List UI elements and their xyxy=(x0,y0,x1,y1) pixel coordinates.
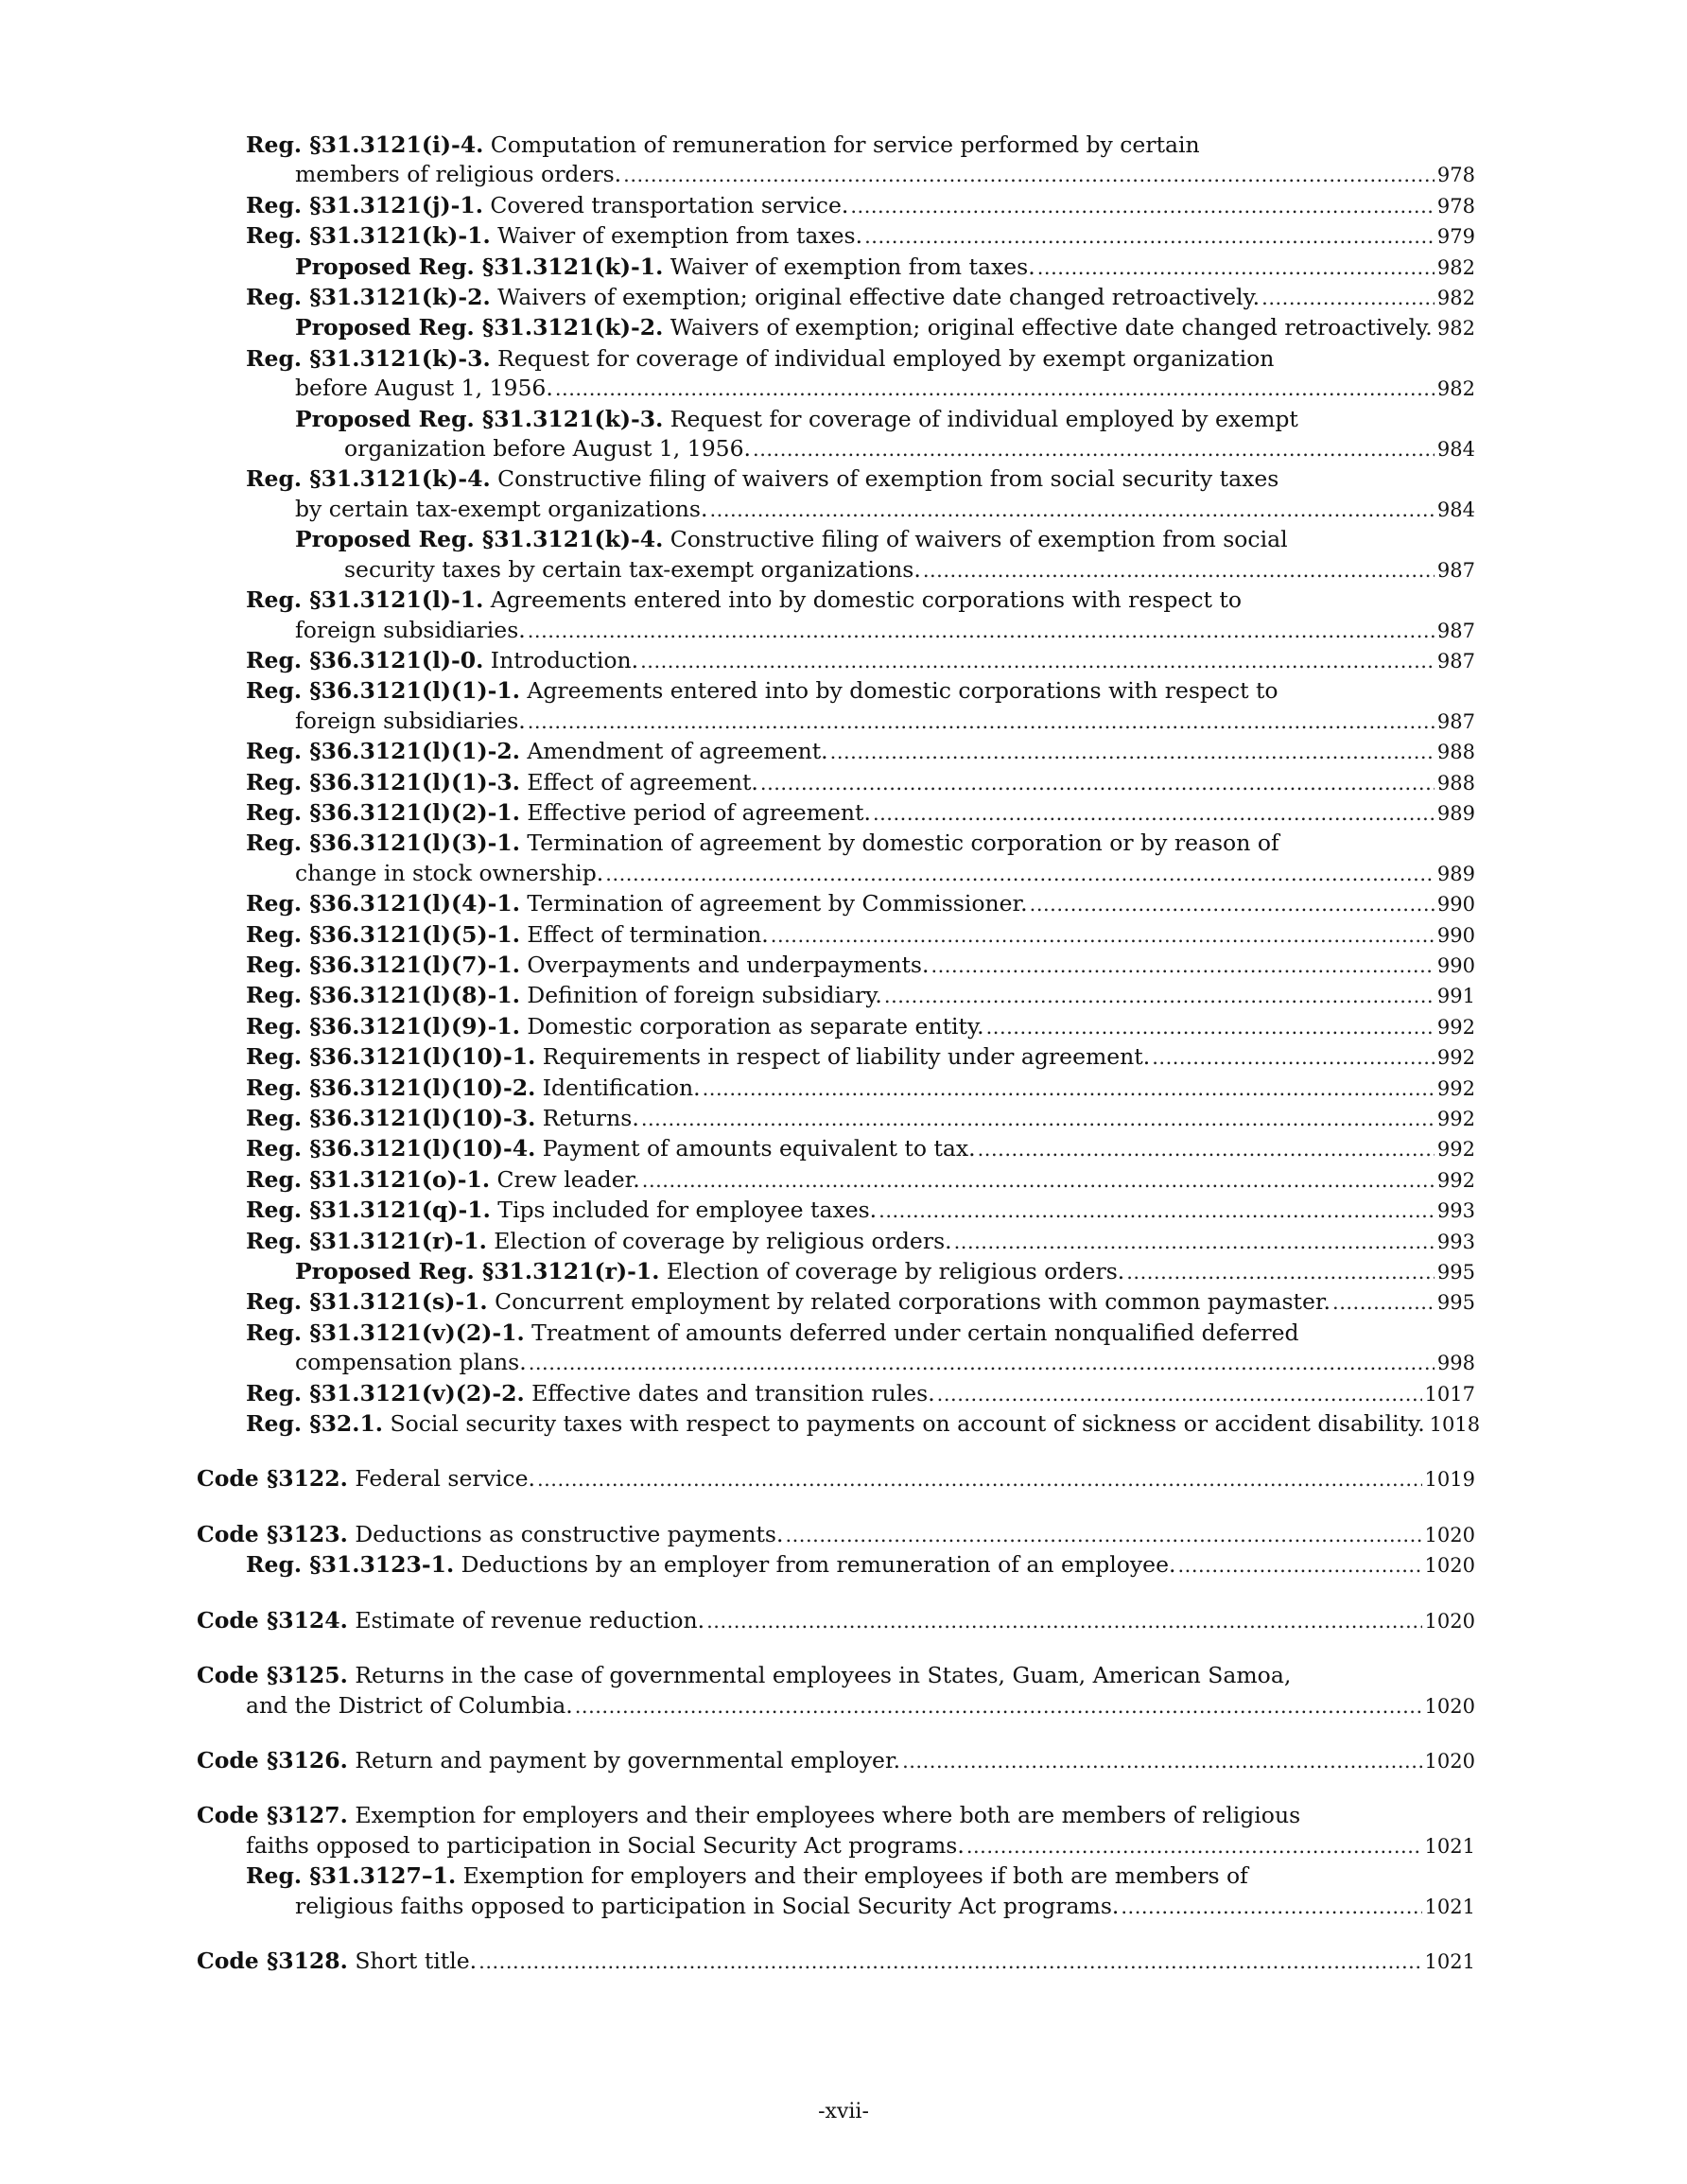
entry-label: Reg. §31.3121(q)-1. xyxy=(246,1197,491,1224)
toc-reg-entry xyxy=(197,131,1475,191)
toc-reg-entry xyxy=(197,676,1475,737)
dot-leader xyxy=(529,1349,1435,1378)
page-reference: 989 xyxy=(1436,801,1475,825)
entry-line xyxy=(197,434,1475,464)
toc-reg-entry xyxy=(197,798,1475,829)
table-of-contents xyxy=(197,131,1481,1977)
entry-title: Returns. xyxy=(542,1105,639,1131)
toc-reg-entry xyxy=(197,829,1475,889)
entry-title: Crew leader. xyxy=(496,1165,640,1193)
toc-reg-entry xyxy=(197,768,1475,798)
page-reference: 1021 xyxy=(1424,1949,1475,1973)
toc-code-entry xyxy=(197,1746,1475,1776)
entry-title: Exemption for employers and their employees where both are members of religious xyxy=(355,1802,1301,1829)
toc-reg-entry xyxy=(197,1319,1475,1379)
toc-reg-entry xyxy=(197,1104,1475,1134)
toc-reg-entry xyxy=(197,191,1475,221)
toc-reg-entry xyxy=(197,737,1475,767)
entry-line xyxy=(197,676,1475,706)
entry-label: Reg. §31.3121(l)-1. xyxy=(246,586,484,614)
dot-leader xyxy=(642,1166,1435,1196)
toc-reg-entry xyxy=(197,1196,1475,1226)
entry-line xyxy=(197,1464,1475,1494)
entry-label: Code §3124. xyxy=(197,1606,348,1634)
page-reference: 995 xyxy=(1436,1291,1475,1315)
toc-reg-entry xyxy=(197,1074,1475,1104)
entry-line xyxy=(197,981,1475,1011)
page-reference: 1021 xyxy=(1424,1895,1475,1918)
entry-title: Waivers of exemption; original effective date changed retroactively. xyxy=(497,284,1261,311)
dot-leader xyxy=(537,1465,1422,1494)
toc-reg-entry xyxy=(197,1287,1475,1318)
entry-line xyxy=(197,1319,1475,1348)
entry-line xyxy=(197,1134,1475,1164)
entry-label: Reg. §31.3121(k)-3. xyxy=(246,344,491,372)
page-reference: 1017 xyxy=(1424,1382,1475,1406)
entry-label: Reg. §31.3121(j)-1. xyxy=(246,191,483,218)
entry-label: Reg. §36.3121(l)-0. xyxy=(246,646,484,673)
entry-title: Termination of agreement by domestic corporation or by reason of xyxy=(527,830,1279,857)
dot-leader xyxy=(978,1135,1435,1164)
entry-label: Reg. §36.3121(l)(9)-1. xyxy=(246,1012,520,1040)
dot-leader xyxy=(528,617,1435,646)
entry-title: Election of coverage by religious orders. xyxy=(494,1227,952,1254)
entry-title: Overpayments and underpayments. xyxy=(527,951,930,978)
toc-reg-entry xyxy=(197,1227,1475,1257)
entry-title: and the District of Columbia. xyxy=(246,1691,573,1719)
entry-title: Waiver of exemption from taxes. xyxy=(670,253,1035,280)
page-reference: 992 xyxy=(1436,1046,1475,1070)
entry-line xyxy=(197,525,1475,554)
entry-title: Returns in the case of governmental employees in States, Guam, American Samoa, xyxy=(355,1662,1292,1689)
entry-title: foreign subsidiaries. xyxy=(295,616,526,643)
dot-leader xyxy=(850,192,1435,221)
entry-line xyxy=(197,191,1475,221)
page-reference: 990 xyxy=(1436,923,1475,947)
page-reference: 1019 xyxy=(1424,1468,1475,1492)
toc-reg-entry xyxy=(197,283,1475,313)
entry-label: Code §3126. xyxy=(197,1746,348,1773)
entry-line xyxy=(197,707,1475,737)
entry-label: Reg. §31.3121(o)-1. xyxy=(246,1165,491,1193)
page-reference: 1020 xyxy=(1424,1554,1475,1578)
entry-line xyxy=(197,344,1475,374)
page-reference: 990 xyxy=(1436,953,1475,977)
dot-leader xyxy=(640,647,1435,676)
toc-reg-entry xyxy=(197,464,1475,525)
dot-leader xyxy=(1126,1258,1435,1287)
entry-line xyxy=(197,646,1475,676)
toc-proposed-reg-entry xyxy=(197,405,1475,465)
entry-label: Reg. §36.3121(l)(10)-3. xyxy=(246,1105,536,1131)
entry-line xyxy=(197,1550,1475,1581)
entry-label: Reg. §36.3121(l)(3)-1. xyxy=(246,830,520,857)
entry-title: Definition of foreign subsidiary. xyxy=(527,982,882,1009)
entry-label: Reg. §31.3127–1. xyxy=(246,1862,457,1890)
entry-title: before August 1, 1956. xyxy=(295,375,553,402)
entry-title: Short title. xyxy=(355,1947,478,1974)
dot-leader xyxy=(878,1197,1435,1226)
dot-leader xyxy=(1332,1288,1435,1318)
entry-line xyxy=(197,464,1475,494)
entry-line xyxy=(197,1691,1475,1721)
page-reference: 995 xyxy=(1436,1261,1475,1284)
entry-title: Waivers of exemption; original effective date changed retroactively. xyxy=(670,314,1433,341)
entry-line xyxy=(197,313,1475,343)
entry-title: Domestic corporation as separate entity. xyxy=(527,1012,984,1040)
toc-reg-entry xyxy=(197,1042,1475,1073)
entry-label: Reg. §36.3121(l)(8)-1. xyxy=(246,982,520,1009)
page-reference: 991 xyxy=(1436,985,1475,1008)
page-reference: 982 xyxy=(1436,287,1475,310)
dot-leader xyxy=(902,1747,1421,1776)
page-number: -xvii- xyxy=(818,2100,869,2123)
entry-label: Reg. §31.3121(r)-1. xyxy=(246,1227,487,1254)
entry-line xyxy=(197,1348,1475,1378)
dot-leader xyxy=(1037,253,1435,283)
entry-label: Reg. §36.3121(l)(1)-3. xyxy=(246,768,520,795)
entry-line xyxy=(197,1165,1475,1196)
page-reference: 993 xyxy=(1436,1199,1475,1223)
entry-label: Reg. §31.3121(i)-4. xyxy=(246,131,484,158)
entry-line xyxy=(197,585,1475,615)
toc-proposed-reg-entry xyxy=(197,525,1475,585)
toc-reg-entry xyxy=(197,646,1475,676)
entry-label: Reg. §36.3121(l)(2)-1. xyxy=(246,798,520,826)
page-reference: 988 xyxy=(1436,741,1475,764)
entry-title: change in stock ownership. xyxy=(295,859,604,886)
dot-leader xyxy=(760,769,1435,798)
entry-label: Code §3125. xyxy=(197,1662,348,1689)
dot-leader xyxy=(623,161,1435,190)
entry-title: Amendment of agreement. xyxy=(527,738,828,765)
toc-reg-entry xyxy=(197,585,1475,646)
toc-reg-entry xyxy=(197,344,1475,405)
dot-leader xyxy=(785,1521,1421,1550)
entry-title: religious faiths opposed to participation in Social Security Act programs. xyxy=(295,1892,1120,1919)
page-reference: 992 xyxy=(1436,1168,1475,1192)
entry-label: Reg. §36.3121(l)(1)-2. xyxy=(246,738,520,765)
entry-title: faiths opposed to participation in Social Security Act programs. xyxy=(246,1831,965,1859)
entry-label: Code §3128. xyxy=(197,1947,348,1974)
entry-title: security taxes by certain tax-exempt organizations. xyxy=(344,555,921,583)
entry-title: Waiver of exemption from taxes. xyxy=(497,222,863,250)
dot-leader xyxy=(605,860,1435,889)
entry-label: Proposed Reg. §31.3121(k)-2. xyxy=(295,314,664,341)
page-reference: 992 xyxy=(1436,1015,1475,1039)
page-reference: 987 xyxy=(1436,619,1475,642)
entry-line xyxy=(197,798,1475,829)
entry-title: Agreements entered into by domestic corporations with respect to xyxy=(490,586,1242,614)
dot-leader xyxy=(706,1607,1421,1636)
toc-reg-entry xyxy=(197,981,1475,1011)
entry-label: Proposed Reg. §31.3121(k)-4. xyxy=(295,526,664,553)
toc-code-entry xyxy=(197,1520,1475,1550)
entry-title: members of religious orders. xyxy=(295,161,622,188)
entry-line xyxy=(197,1861,1475,1891)
entry-label: Reg. §31.3121(s)-1. xyxy=(246,1288,488,1316)
toc-proposed-reg-entry xyxy=(197,253,1475,283)
entry-line xyxy=(197,1074,1475,1104)
dot-leader xyxy=(478,1948,1421,1977)
entry-label: Reg. §36.3121(l)(1)-1. xyxy=(246,677,520,705)
entry-label: Reg. §36.3121(l)(5)-1. xyxy=(246,920,520,948)
dot-leader xyxy=(864,222,1435,252)
dot-leader xyxy=(1121,1893,1421,1922)
page-reference: 1018 xyxy=(1429,1413,1481,1437)
entry-label: Reg. §36.3121(l)(10)-1. xyxy=(246,1043,536,1071)
entry-title: Return and payment by governmental employer. xyxy=(355,1746,901,1773)
entry-line xyxy=(197,160,1475,190)
entry-title: foreign subsidiaries. xyxy=(295,707,526,734)
entry-title: Introduction. xyxy=(490,646,639,673)
entry-line xyxy=(197,221,1475,252)
page-reference: 984 xyxy=(1436,438,1475,462)
page-reference: 998 xyxy=(1436,1352,1475,1375)
toc-reg-entry xyxy=(197,221,1475,252)
page-reference: 987 xyxy=(1436,709,1475,733)
toc-reg-entry xyxy=(197,920,1475,951)
entry-label: Proposed Reg. §31.3121(k)-3. xyxy=(295,405,664,432)
page-reference: 989 xyxy=(1436,862,1475,885)
entry-title: Exemption for employers and their employees if both are members of xyxy=(462,1862,1248,1890)
dot-leader xyxy=(830,738,1435,767)
dot-leader xyxy=(930,952,1434,981)
dot-leader xyxy=(575,1692,1422,1721)
entry-title: Constructive filing of waivers of exemption from social xyxy=(670,526,1288,553)
entry-line xyxy=(197,737,1475,767)
toc-code-entry xyxy=(197,1947,1475,1977)
entry-line xyxy=(197,1104,1475,1134)
dot-leader xyxy=(966,1832,1422,1861)
entry-line xyxy=(197,920,1475,951)
dot-leader xyxy=(937,1380,1422,1409)
page-reference: 992 xyxy=(1436,1138,1475,1162)
page-reference: 988 xyxy=(1436,771,1475,795)
page-reference: 993 xyxy=(1436,1230,1475,1253)
entry-line xyxy=(197,859,1475,889)
entry-label: Reg. §36.3121(l)(10)-4. xyxy=(246,1135,536,1162)
toc-code-entry xyxy=(197,1661,1475,1721)
entry-line xyxy=(197,1801,1475,1830)
entry-title: Effect of termination. xyxy=(527,920,769,948)
dot-leader xyxy=(641,1105,1435,1134)
entry-title: Requirements in respect of liability under agreement. xyxy=(542,1043,1151,1071)
entry-title: Agreements entered into by domestic corporations with respect to xyxy=(527,677,1278,705)
entry-line xyxy=(197,1831,1475,1861)
page-reference: 1021 xyxy=(1424,1834,1475,1858)
entry-line xyxy=(197,1257,1475,1287)
page-reference: 982 xyxy=(1436,377,1475,401)
entry-title: Election of coverage by religious orders. xyxy=(666,1258,1125,1285)
entry-title: by certain tax-exempt organizations. xyxy=(295,495,708,522)
dot-leader xyxy=(954,1228,1435,1257)
toc-reg-entry xyxy=(197,889,1475,919)
page-reference: 982 xyxy=(1436,255,1475,279)
page-reference: 978 xyxy=(1436,194,1475,218)
dot-leader xyxy=(771,921,1435,951)
entry-label: Reg. §31.3121(v)(2)-2. xyxy=(246,1379,525,1406)
page-reference: 1020 xyxy=(1424,1523,1475,1546)
entry-label: Reg. §32.1. xyxy=(246,1410,383,1438)
page-reference: 987 xyxy=(1436,649,1475,673)
entry-line xyxy=(197,1892,1475,1922)
entry-line xyxy=(197,1042,1475,1073)
entry-title: Termination of agreement by Commissioner. xyxy=(527,890,1028,917)
entry-line xyxy=(197,616,1475,646)
entry-title: Deductions by an employer from remuneration of an employee. xyxy=(461,1551,1176,1579)
entry-title: organization before August 1, 1956. xyxy=(344,435,752,463)
toc-reg-entry xyxy=(197,1409,1481,1440)
page-reference: 1020 xyxy=(1424,1694,1475,1718)
page-reference: 1020 xyxy=(1424,1749,1475,1773)
entry-line xyxy=(197,131,1475,160)
page-reference: 992 xyxy=(1436,1108,1475,1130)
entry-title: Identification. xyxy=(542,1074,701,1101)
entry-line xyxy=(197,829,1475,858)
entry-label: Reg. §36.3121(l)(7)-1. xyxy=(246,951,520,978)
page-reference: 978 xyxy=(1436,164,1475,187)
page-reference: 992 xyxy=(1436,1076,1475,1100)
entry-title: Effective period of agreement. xyxy=(527,798,871,826)
entry-label: Reg. §31.3121(v)(2)-1. xyxy=(246,1319,525,1346)
page-reference: 1020 xyxy=(1424,1609,1475,1633)
toc-reg-entry xyxy=(197,1165,1475,1196)
entry-title: Concurrent employment by related corporations with common paymaster. xyxy=(495,1288,1331,1316)
page-reference: 984 xyxy=(1436,498,1475,521)
entry-line xyxy=(197,283,1475,313)
entry-line xyxy=(197,495,1475,525)
entry-label: Code §3122. xyxy=(197,1465,348,1493)
entry-title: Effect of agreement. xyxy=(527,768,758,795)
entry-line xyxy=(197,1227,1475,1257)
dot-leader xyxy=(1152,1043,1435,1073)
entry-label: Code §3123. xyxy=(197,1520,348,1547)
entry-title: Request for coverage of individual employed by exempt xyxy=(670,405,1298,432)
entry-label: Proposed Reg. §31.3121(r)-1. xyxy=(295,1258,660,1285)
entry-label: Proposed Reg. §31.3121(k)-1. xyxy=(295,253,664,280)
entry-line xyxy=(197,1661,1475,1690)
page-reference: 990 xyxy=(1436,893,1475,917)
entry-title: Deductions as constructive payments. xyxy=(355,1520,784,1547)
entry-label: Reg. §36.3121(l)(10)-2. xyxy=(246,1074,536,1101)
entry-title: Payment of amounts equivalent to tax. xyxy=(542,1135,976,1162)
entry-title: Computation of remuneration for service performed by certain xyxy=(490,131,1200,158)
entry-line xyxy=(197,1409,1481,1440)
toc-proposed-reg-entry xyxy=(197,1257,1475,1287)
page-reference: 982 xyxy=(1436,317,1475,341)
entry-line xyxy=(197,374,1475,404)
toc-reg-entry xyxy=(197,1012,1475,1042)
dot-leader xyxy=(986,1013,1435,1042)
entry-line xyxy=(197,405,1475,434)
entry-label: Code §3127. xyxy=(197,1802,348,1829)
dot-leader xyxy=(884,982,1435,1011)
dot-leader xyxy=(1177,1551,1421,1581)
entry-title: Request for coverage of individual employed by exempt organization xyxy=(497,344,1275,372)
dot-leader xyxy=(753,435,1435,464)
entry-line xyxy=(197,768,1475,798)
entry-label: Reg. §31.3121(k)-4. xyxy=(246,465,491,493)
entry-line xyxy=(197,253,1475,283)
entry-label: Reg. §31.3121(k)-1. xyxy=(246,222,491,250)
entry-title: compensation plans. xyxy=(295,1349,527,1376)
toc-reg-entry xyxy=(197,951,1475,981)
entry-label: Reg. §31.3121(k)-2. xyxy=(246,284,491,311)
dot-leader xyxy=(923,556,1435,585)
entry-title: Estimate of revenue reduction. xyxy=(355,1606,705,1634)
entry-line xyxy=(197,1012,1475,1042)
entry-title: Effective dates and transition rules. xyxy=(531,1379,935,1406)
entry-line xyxy=(197,951,1475,981)
dot-leader xyxy=(1030,890,1435,919)
toc-reg-entry xyxy=(197,1550,1475,1581)
toc-code-entry xyxy=(197,1464,1475,1494)
dot-leader xyxy=(1261,284,1435,313)
dot-leader xyxy=(528,708,1435,737)
toc-reg-entry xyxy=(197,1134,1475,1164)
entry-line xyxy=(197,889,1475,919)
entry-title: Constructive filing of waivers of exemption from social security taxes xyxy=(497,465,1279,493)
toc-code-entry xyxy=(197,1606,1475,1636)
entry-title: Social security taxes with respect to payments on account of sickness or accident disability. xyxy=(390,1410,1425,1438)
entry-label: Reg. §31.3123-1. xyxy=(246,1551,455,1579)
dot-leader xyxy=(703,1075,1435,1104)
dot-leader xyxy=(555,375,1435,404)
entry-title: Federal service. xyxy=(355,1465,535,1493)
toc-proposed-reg-entry xyxy=(197,313,1475,343)
entry-line xyxy=(197,1196,1475,1226)
toc-code-entry xyxy=(197,1801,1475,1861)
entry-line xyxy=(197,1287,1475,1318)
entry-line xyxy=(197,1606,1475,1636)
toc-reg-entry xyxy=(197,1379,1475,1409)
toc-reg-entry xyxy=(197,1861,1475,1922)
entry-title: Tips included for employee taxes. xyxy=(497,1197,878,1224)
entry-label: Reg. §36.3121(l)(4)-1. xyxy=(246,890,520,917)
entry-line xyxy=(197,1379,1475,1409)
entry-line xyxy=(197,555,1475,585)
dot-leader xyxy=(873,799,1435,829)
entry-title: Treatment of amounts deferred under certain nonqualified deferred xyxy=(531,1319,1299,1346)
entry-line xyxy=(197,1520,1475,1550)
page-reference: 979 xyxy=(1436,225,1475,249)
entry-title: Covered transportation service. xyxy=(490,191,849,218)
dot-leader xyxy=(709,496,1434,525)
entry-line xyxy=(197,1947,1475,1977)
page-reference: 987 xyxy=(1436,558,1475,582)
entry-line xyxy=(197,1746,1475,1776)
